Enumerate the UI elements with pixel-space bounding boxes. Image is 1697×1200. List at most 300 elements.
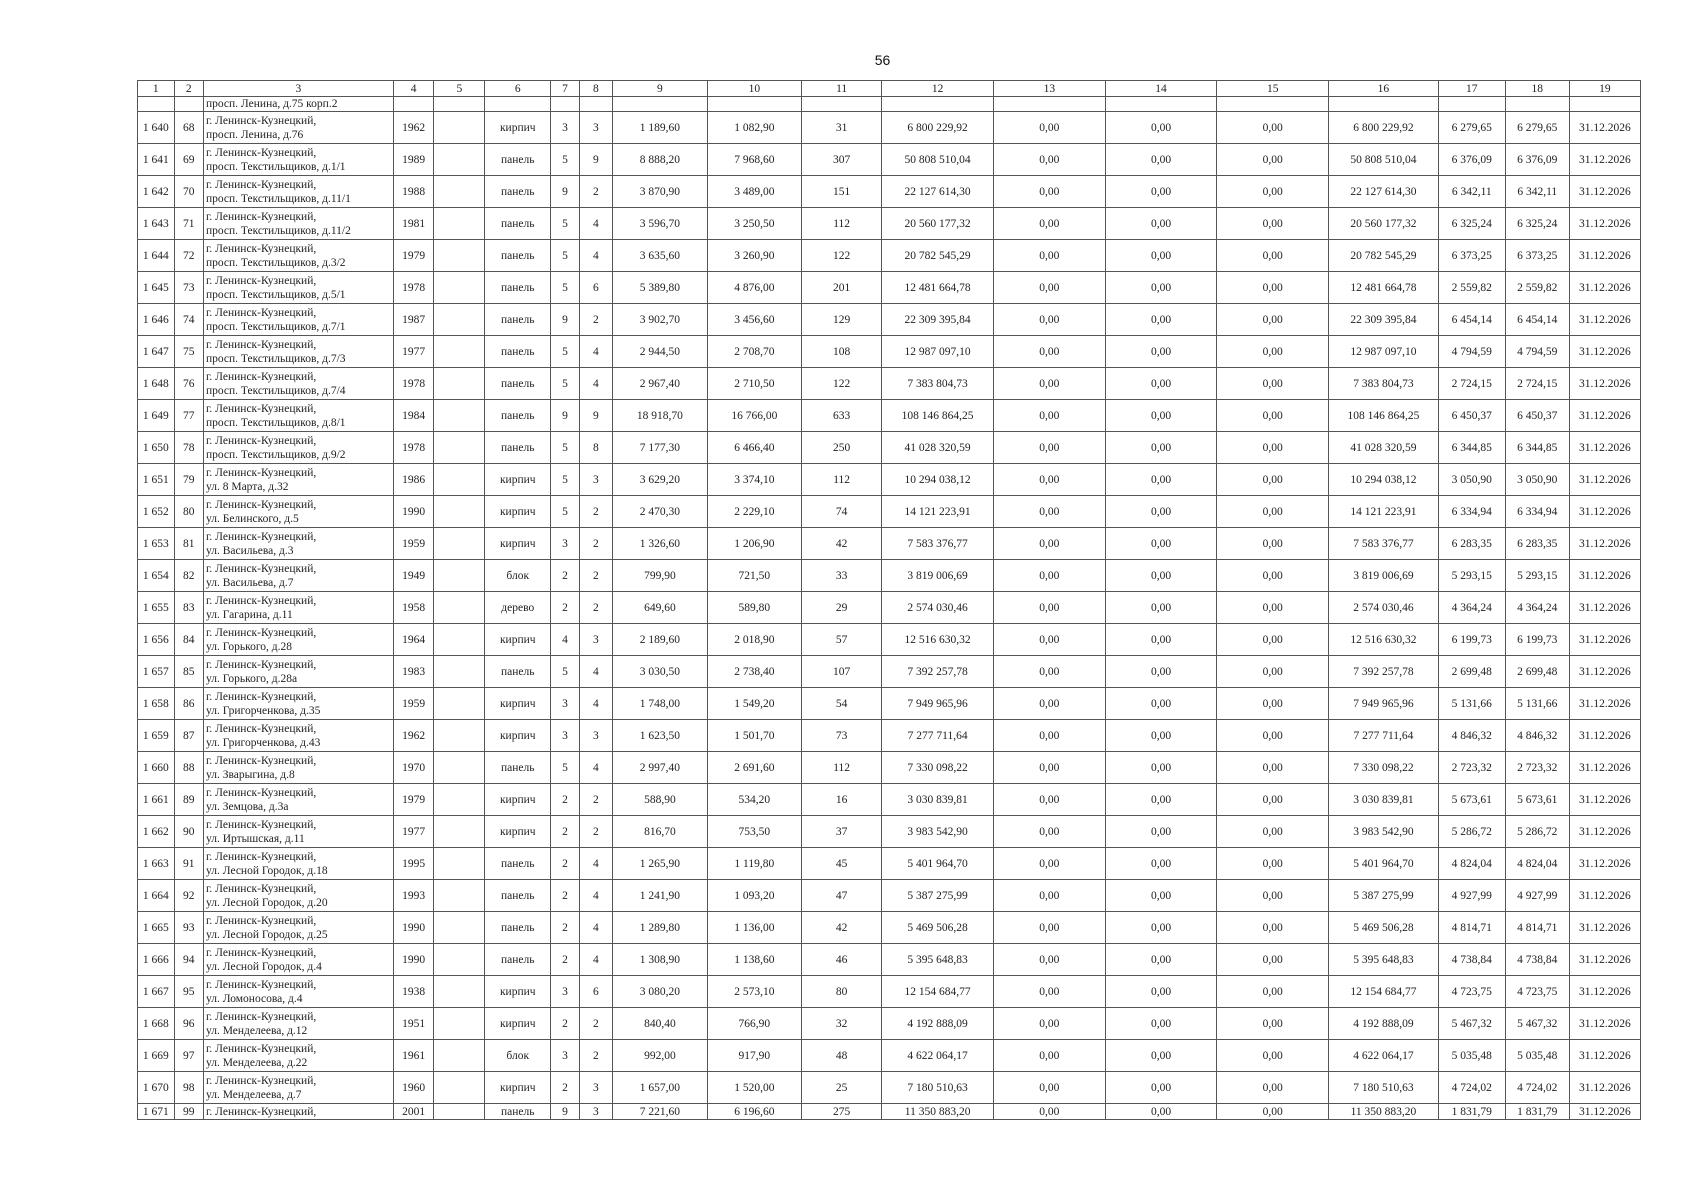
entrances: 4 <box>579 912 613 944</box>
cost-fund-4: 0,00 <box>1217 400 1329 432</box>
total-cost: 7 277 711,64 <box>882 720 994 752</box>
address-cell <box>203 912 393 944</box>
deadline: 31.12.2026 <box>1569 656 1640 688</box>
unit-cost: 5 131,66 <box>1438 688 1505 720</box>
housing-registry-table <box>137 80 1641 1120</box>
address-cell <box>203 336 393 368</box>
residents: 32 <box>802 1008 882 1040</box>
living-area: 6 466,40 <box>707 432 801 464</box>
deadline: 31.12.2026 <box>1569 272 1640 304</box>
floors: 5 <box>551 208 579 240</box>
column-number-header: 18 <box>1505 81 1569 97</box>
living-area: 2 691,60 <box>707 752 801 784</box>
address-city: г. Ленинск-Кузнецкий, <box>205 210 317 223</box>
column-number-header: 7 <box>551 81 579 97</box>
record-number: 1 671 <box>138 1104 175 1120</box>
address-cell <box>203 144 393 176</box>
address-cell <box>203 944 393 976</box>
total-area: 2 944,50 <box>613 336 707 368</box>
wall-material: панель <box>485 848 551 880</box>
cost-fund-2: 0,00 <box>993 944 1105 976</box>
total-area: 2 997,40 <box>613 752 707 784</box>
address-cell <box>203 1072 393 1104</box>
address-city: г. Ленинск-Кузнецкий, <box>205 914 317 927</box>
total-cost: 7 180 510,63 <box>882 1072 994 1104</box>
wall-material: кирпич <box>485 112 551 144</box>
address-city: г. Ленинск-Кузнецкий, <box>205 978 317 991</box>
floors: 3 <box>551 1040 579 1072</box>
entrances: 9 <box>579 400 613 432</box>
cost-owners: 5 401 964,70 <box>1329 848 1439 880</box>
living-area: 2 708,70 <box>707 336 801 368</box>
cost-fund-2: 0,00 <box>993 336 1105 368</box>
cost-fund-4: 0,00 <box>1217 880 1329 912</box>
unit-cost: 6 334,94 <box>1438 496 1505 528</box>
deadline: 31.12.2026 <box>1569 1072 1640 1104</box>
living-area: 1 138,60 <box>707 944 801 976</box>
page-number: 56 <box>874 52 891 68</box>
floors: 5 <box>551 656 579 688</box>
cost-owners: 12 481 664,78 <box>1329 272 1439 304</box>
address-cell <box>203 816 393 848</box>
wall-material: кирпич <box>485 624 551 656</box>
wall-material: блок <box>485 1040 551 1072</box>
cell <box>434 880 485 912</box>
cell <box>579 97 613 112</box>
floors: 5 <box>551 144 579 176</box>
cost-fund-3: 0,00 <box>1105 1104 1217 1120</box>
floors: 3 <box>551 720 579 752</box>
year-built: 1981 <box>393 208 434 240</box>
cost-fund-2: 0,00 <box>993 144 1105 176</box>
total-cost: 14 121 223,91 <box>882 496 994 528</box>
total-cost: 50 808 510,04 <box>882 144 994 176</box>
floors: 3 <box>551 528 579 560</box>
address-street: ул. Зварыгина, д.8 <box>205 768 295 781</box>
column-number-header: 13 <box>993 81 1105 97</box>
deadline: 31.12.2026 <box>1569 592 1640 624</box>
cell <box>434 144 485 176</box>
record-number: 1 646 <box>138 304 175 336</box>
cell <box>434 784 485 816</box>
cost-fund-4: 0,00 <box>1217 432 1329 464</box>
address-cell <box>203 656 393 688</box>
entrances: 4 <box>579 880 613 912</box>
table-row <box>138 1104 1641 1120</box>
total-cost: 12 987 097,10 <box>882 336 994 368</box>
unit-cost-limit: 2 724,15 <box>1505 368 1569 400</box>
address-cell <box>203 400 393 432</box>
total-cost: 12 516 630,32 <box>882 624 994 656</box>
address-cell <box>203 784 393 816</box>
wall-material: панель <box>485 240 551 272</box>
living-area: 1 119,80 <box>707 848 801 880</box>
living-area: 1 549,20 <box>707 688 801 720</box>
item-number: 79 <box>174 464 203 496</box>
floors: 2 <box>551 848 579 880</box>
address-cell <box>203 304 393 336</box>
deadline: 31.12.2026 <box>1569 1040 1640 1072</box>
wall-material: панель <box>485 752 551 784</box>
cell <box>434 656 485 688</box>
cost-fund-4: 0,00 <box>1217 560 1329 592</box>
continuation-row <box>138 97 1641 112</box>
cost-fund-3: 0,00 <box>1105 752 1217 784</box>
record-number: 1 659 <box>138 720 175 752</box>
cost-fund-3: 0,00 <box>1105 240 1217 272</box>
cost-fund-2: 0,00 <box>993 176 1105 208</box>
cost-fund-2: 0,00 <box>993 656 1105 688</box>
record-number: 1 668 <box>138 1008 175 1040</box>
unit-cost-limit: 6 344,85 <box>1505 432 1569 464</box>
unit-cost: 5 035,48 <box>1438 1040 1505 1072</box>
living-area: 589,80 <box>707 592 801 624</box>
cost-owners: 12 987 097,10 <box>1329 336 1439 368</box>
wall-material: панель <box>485 400 551 432</box>
address-cell <box>203 848 393 880</box>
cell <box>1105 97 1217 112</box>
wall-material: панель <box>485 880 551 912</box>
cell <box>434 1040 485 1072</box>
record-number: 1 643 <box>138 208 175 240</box>
address-city: г. Ленинск-Кузнецкий, <box>205 274 317 287</box>
residents: 129 <box>802 304 882 336</box>
deadline: 31.12.2026 <box>1569 176 1640 208</box>
wall-material: панель <box>485 368 551 400</box>
table-row <box>138 720 1641 752</box>
address-street: ул. Лесной Городок, д.4 <box>205 960 322 973</box>
residents: 112 <box>802 208 882 240</box>
cell <box>434 944 485 976</box>
unit-cost: 4 738,84 <box>1438 944 1505 976</box>
table-row <box>138 848 1641 880</box>
residents: 112 <box>802 752 882 784</box>
cell <box>1329 97 1439 112</box>
cost-fund-4: 0,00 <box>1217 592 1329 624</box>
cost-fund-3: 0,00 <box>1105 816 1217 848</box>
cost-fund-3: 0,00 <box>1105 720 1217 752</box>
living-area: 2 738,40 <box>707 656 801 688</box>
address-city: г. Ленинск-Кузнецкий, <box>205 818 317 831</box>
wall-material: панель <box>485 656 551 688</box>
column-number-header: 2 <box>174 81 203 97</box>
cost-fund-4: 0,00 <box>1217 496 1329 528</box>
living-area: 6 196,60 <box>707 1104 801 1120</box>
cost-fund-2: 0,00 <box>993 848 1105 880</box>
item-number: 75 <box>174 336 203 368</box>
entrances: 3 <box>579 624 613 656</box>
year-built: 1977 <box>393 336 434 368</box>
total-cost: 41 028 320,59 <box>882 432 994 464</box>
cell <box>434 304 485 336</box>
unit-cost-limit: 2 699,48 <box>1505 656 1569 688</box>
total-area: 1 265,90 <box>613 848 707 880</box>
unit-cost: 2 699,48 <box>1438 656 1505 688</box>
deadline: 31.12.2026 <box>1569 528 1640 560</box>
table-row <box>138 592 1641 624</box>
column-number-header: 1 <box>138 81 175 97</box>
unit-cost: 6 342,11 <box>1438 176 1505 208</box>
living-area: 1 206,90 <box>707 528 801 560</box>
address-street: просп. Текстильщиков, д.1/1 <box>205 160 346 173</box>
cost-fund-3: 0,00 <box>1105 176 1217 208</box>
table-row <box>138 1072 1641 1104</box>
total-area: 649,60 <box>613 592 707 624</box>
unit-cost-limit: 4 824,04 <box>1505 848 1569 880</box>
year-built: 1983 <box>393 656 434 688</box>
cost-fund-4: 0,00 <box>1217 976 1329 1008</box>
year-built: 1977 <box>393 816 434 848</box>
table-row <box>138 176 1641 208</box>
cost-fund-4: 0,00 <box>1217 144 1329 176</box>
cost-fund-2: 0,00 <box>993 464 1105 496</box>
address-city: г. Ленинск-Кузнецкий, <box>205 434 317 447</box>
entrances: 4 <box>579 656 613 688</box>
wall-material: панель <box>485 208 551 240</box>
address-city: г. Ленинск-Кузнецкий, <box>205 562 317 575</box>
wall-material: кирпич <box>485 816 551 848</box>
column-number-header: 17 <box>1438 81 1505 97</box>
floors: 2 <box>551 880 579 912</box>
floors: 2 <box>551 1072 579 1104</box>
floors: 5 <box>551 752 579 784</box>
item-number: 83 <box>174 592 203 624</box>
floors: 9 <box>551 304 579 336</box>
cell <box>434 1072 485 1104</box>
cost-fund-2: 0,00 <box>993 624 1105 656</box>
address-cell <box>203 368 393 400</box>
column-number-header: 4 <box>393 81 434 97</box>
floors: 2 <box>551 912 579 944</box>
total-cost: 5 469 506,28 <box>882 912 994 944</box>
year-built: 1990 <box>393 496 434 528</box>
address-city: г. Ленинск-Кузнецкий, <box>205 786 317 799</box>
cost-fund-4: 0,00 <box>1217 1072 1329 1104</box>
unit-cost: 6 373,25 <box>1438 240 1505 272</box>
address-cell <box>203 208 393 240</box>
address-city: г. Ленинск-Кузнецкий, <box>205 882 317 895</box>
cost-fund-4: 0,00 <box>1217 752 1329 784</box>
address-cell <box>203 592 393 624</box>
unit-cost: 6 450,37 <box>1438 400 1505 432</box>
unit-cost: 6 344,85 <box>1438 432 1505 464</box>
address-cell <box>203 112 393 144</box>
residents: 112 <box>802 464 882 496</box>
cell <box>434 1104 485 1120</box>
address-street: ул. Васильева, д.3 <box>205 544 294 557</box>
cost-fund-2: 0,00 <box>993 528 1105 560</box>
deadline: 31.12.2026 <box>1569 624 1640 656</box>
year-built: 1970 <box>393 752 434 784</box>
cost-fund-3: 0,00 <box>1105 304 1217 336</box>
total-area: 840,40 <box>613 1008 707 1040</box>
deadline: 31.12.2026 <box>1569 688 1640 720</box>
address-city: г. Ленинск-Кузнецкий, <box>205 594 317 607</box>
unit-cost-limit: 3 050,90 <box>1505 464 1569 496</box>
unit-cost-limit: 6 279,65 <box>1505 112 1569 144</box>
year-built: 1993 <box>393 880 434 912</box>
floors: 5 <box>551 240 579 272</box>
address-city: г. Ленинск-Кузнецкий, <box>205 722 317 735</box>
year-built: 1978 <box>393 368 434 400</box>
unit-cost: 5 673,61 <box>1438 784 1505 816</box>
column-number-header: 10 <box>707 81 801 97</box>
living-area: 7 968,60 <box>707 144 801 176</box>
cost-fund-2: 0,00 <box>993 592 1105 624</box>
table-row <box>138 528 1641 560</box>
address-city: г. Ленинск-Кузнецкий, <box>205 658 317 671</box>
year-built: 1987 <box>393 304 434 336</box>
residents: 275 <box>802 1104 882 1120</box>
total-cost: 4 192 888,09 <box>882 1008 994 1040</box>
record-number: 1 666 <box>138 944 175 976</box>
cost-fund-4: 0,00 <box>1217 304 1329 336</box>
cost-fund-4: 0,00 <box>1217 816 1329 848</box>
cell <box>434 752 485 784</box>
unit-cost: 6 199,73 <box>1438 624 1505 656</box>
address-street: просп. Текстильщиков, д.5/1 <box>205 288 346 301</box>
unit-cost-limit: 4 814,71 <box>1505 912 1569 944</box>
floors: 2 <box>551 944 579 976</box>
cell <box>434 97 485 112</box>
deadline: 31.12.2026 <box>1569 976 1640 1008</box>
record-number: 1 662 <box>138 816 175 848</box>
entrances: 2 <box>579 496 613 528</box>
cell <box>434 272 485 304</box>
item-number: 84 <box>174 624 203 656</box>
year-built: 1990 <box>393 912 434 944</box>
cost-fund-2: 0,00 <box>993 304 1105 336</box>
entrances: 2 <box>579 816 613 848</box>
residents: 122 <box>802 368 882 400</box>
deadline: 31.12.2026 <box>1569 752 1640 784</box>
item-number: 76 <box>174 368 203 400</box>
entrances: 4 <box>579 752 613 784</box>
table-row <box>138 752 1641 784</box>
unit-cost: 4 824,04 <box>1438 848 1505 880</box>
entrances: 2 <box>579 560 613 592</box>
deadline: 31.12.2026 <box>1569 720 1640 752</box>
living-area: 1 082,90 <box>707 112 801 144</box>
unit-cost-limit: 6 342,11 <box>1505 176 1569 208</box>
unit-cost-limit: 6 376,09 <box>1505 144 1569 176</box>
cost-owners: 5 395 648,83 <box>1329 944 1439 976</box>
cost-fund-4: 0,00 <box>1217 688 1329 720</box>
year-built: 1995 <box>393 848 434 880</box>
deadline: 31.12.2026 <box>1569 816 1640 848</box>
unit-cost-limit: 5 467,32 <box>1505 1008 1569 1040</box>
unit-cost: 6 376,09 <box>1438 144 1505 176</box>
year-built: 1962 <box>393 112 434 144</box>
deadline: 31.12.2026 <box>1569 336 1640 368</box>
address-cell <box>203 240 393 272</box>
address-street: ул. Лесной Городок, д.25 <box>205 928 328 941</box>
residents: 16 <box>802 784 882 816</box>
unit-cost-limit: 5 673,61 <box>1505 784 1569 816</box>
record-number: 1 660 <box>138 752 175 784</box>
entrances: 3 <box>579 1104 613 1120</box>
record-number: 1 670 <box>138 1072 175 1104</box>
entrances: 2 <box>579 1040 613 1072</box>
item-number: 71 <box>174 208 203 240</box>
year-built: 1979 <box>393 240 434 272</box>
unit-cost-limit: 6 373,25 <box>1505 240 1569 272</box>
cost-fund-2: 0,00 <box>993 1072 1105 1104</box>
cost-fund-3: 0,00 <box>1105 528 1217 560</box>
cost-fund-2: 0,00 <box>993 240 1105 272</box>
total-cost: 11 350 883,20 <box>882 1104 994 1120</box>
address-street: просп. Текстильщиков, д.7/4 <box>205 384 346 397</box>
table-row <box>138 880 1641 912</box>
address-street: ул. Горького, д.28 <box>205 640 293 653</box>
cell <box>434 848 485 880</box>
item-number: 88 <box>174 752 203 784</box>
entrances: 3 <box>579 112 613 144</box>
entrances: 8 <box>579 432 613 464</box>
residents: 151 <box>802 176 882 208</box>
wall-material: кирпич <box>485 720 551 752</box>
item-number: 72 <box>174 240 203 272</box>
item-number: 86 <box>174 688 203 720</box>
cost-fund-2: 0,00 <box>993 1008 1105 1040</box>
cost-fund-4: 0,00 <box>1217 656 1329 688</box>
total-cost: 2 574 030,46 <box>882 592 994 624</box>
entrances: 3 <box>579 1072 613 1104</box>
total-area: 3 902,70 <box>613 304 707 336</box>
column-number-header: 8 <box>579 81 613 97</box>
year-built: 1962 <box>393 720 434 752</box>
cost-fund-4: 0,00 <box>1217 1008 1329 1040</box>
column-number-header: 15 <box>1217 81 1329 97</box>
address-street: ул. Григорченкова, д.35 <box>205 704 321 717</box>
year-built: 1959 <box>393 688 434 720</box>
entrances: 4 <box>579 336 613 368</box>
residents: 48 <box>802 1040 882 1072</box>
address-street: ул. 8 Марта, д.32 <box>205 480 289 493</box>
cost-owners: 7 392 257,78 <box>1329 656 1439 688</box>
living-area: 1 501,70 <box>707 720 801 752</box>
total-cost: 6 800 229,92 <box>882 112 994 144</box>
address-city: г. Ленинск-Кузнецкий, <box>205 1042 317 1055</box>
living-area: 3 260,90 <box>707 240 801 272</box>
entrances: 6 <box>579 272 613 304</box>
address-city: г. Ленинск-Кузнецкий, <box>205 1010 317 1023</box>
cost-owners: 7 180 510,63 <box>1329 1072 1439 1104</box>
cost-owners: 7 583 376,77 <box>1329 528 1439 560</box>
unit-cost: 5 293,15 <box>1438 560 1505 592</box>
deadline: 31.12.2026 <box>1569 1104 1640 1120</box>
unit-cost: 6 325,24 <box>1438 208 1505 240</box>
cost-owners: 2 574 030,46 <box>1329 592 1439 624</box>
cost-fund-2: 0,00 <box>993 1040 1105 1072</box>
entrances: 4 <box>579 688 613 720</box>
cost-owners: 3 030 839,81 <box>1329 784 1439 816</box>
deadline: 31.12.2026 <box>1569 240 1640 272</box>
address-city: г. Ленинск-Кузнецкий, <box>205 178 317 191</box>
cost-owners: 7 949 965,96 <box>1329 688 1439 720</box>
cost-fund-2: 0,00 <box>993 560 1105 592</box>
total-cost: 3 819 006,69 <box>882 560 994 592</box>
floors: 3 <box>551 976 579 1008</box>
entrances: 9 <box>579 144 613 176</box>
address-cell <box>203 176 393 208</box>
table-row <box>138 368 1641 400</box>
floors: 5 <box>551 464 579 496</box>
address-city: г. Ленинск-Кузнецкий, <box>205 306 317 319</box>
unit-cost: 6 283,35 <box>1438 528 1505 560</box>
wall-material: кирпич <box>485 1072 551 1104</box>
table-row <box>138 432 1641 464</box>
